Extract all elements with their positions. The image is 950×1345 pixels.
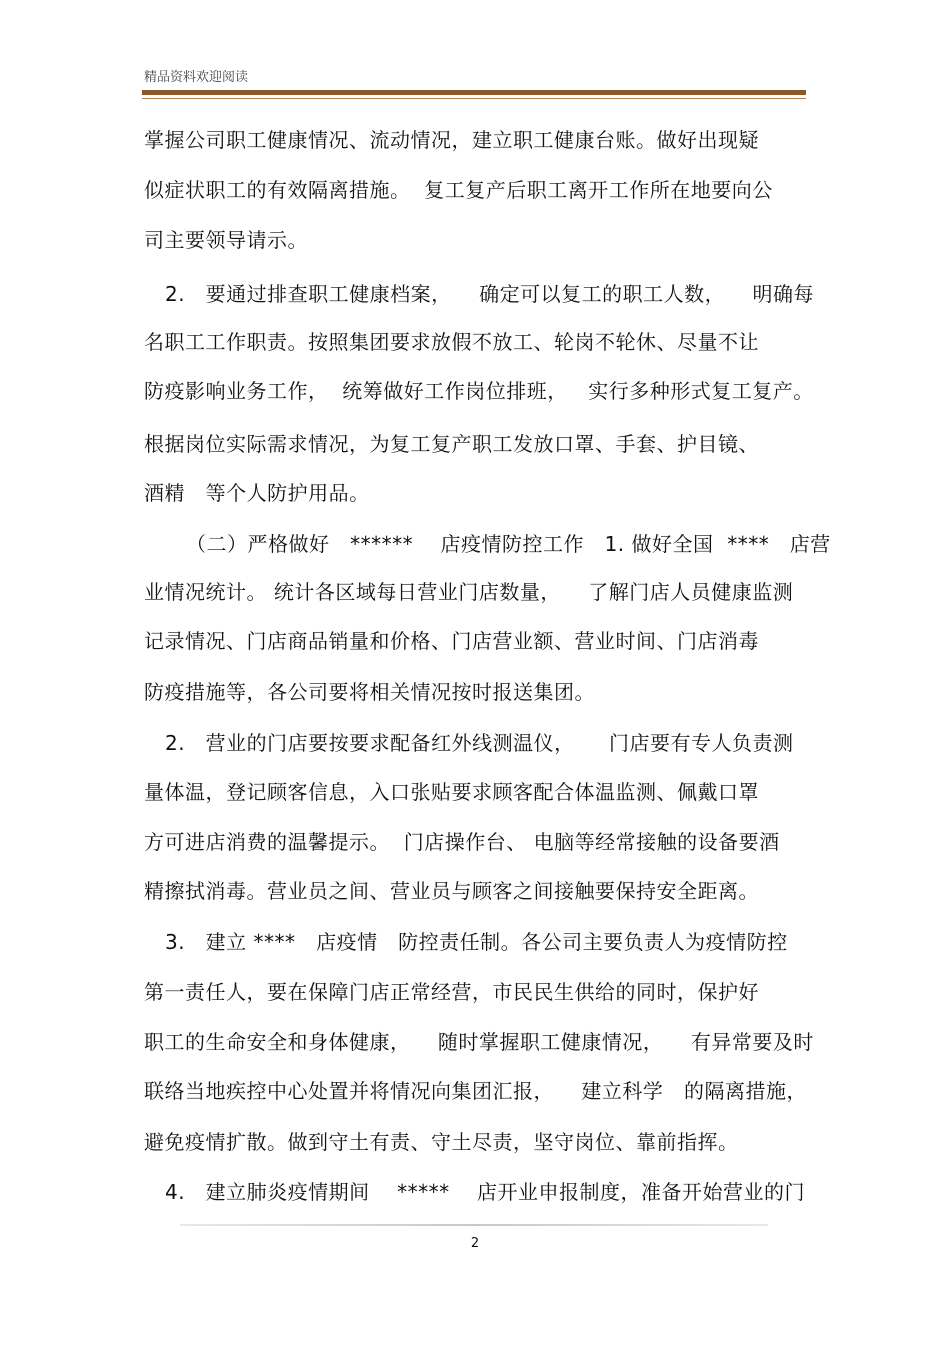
text-line: 似症状职工的有效隔离措施。 复工复产后职工离开工作所在地要向公	[144, 178, 773, 202]
footer-rule	[180, 1224, 768, 1226]
text-line: 根据岗位实际需求情况，为复工复产职工发放口罩、手套、护目镜、	[144, 432, 759, 456]
text-line: 防疫措施等，各公司要将相关情况按时报送集团。	[144, 680, 595, 704]
text-line: 联络当地疾控中心处置并将情况向集团汇报， 建立科学 的隔离措施，	[144, 1079, 808, 1103]
page-header-text: 精品资料欢迎阅读	[144, 70, 249, 85]
text-line: 酒精 等个人防护用品。	[144, 481, 370, 505]
header-rule-thin	[142, 98, 806, 99]
text-line: 司主要领导请示。	[144, 228, 308, 252]
text-line: 第一责任人，要在保障门店正常经营，市民民生供给的同时，保护好	[144, 980, 759, 1004]
text-line: 方可进店消费的温馨提示。 门店操作台、 电脑等经常接触的设备要酒	[144, 830, 780, 854]
text-line: 防疫影响业务工作， 统筹做好工作岗位排班， 实行多种形式复工复产。	[144, 379, 814, 403]
text-line: 掌握公司职工健康情况、流动情况，建立职工健康台账。做好出现疑	[144, 128, 759, 152]
text-line: 精擦拭消毒。营业员之间、营业员与顾客之间接触要保持安全距离。	[144, 879, 759, 903]
text-line: 2. 要通过排查职工健康档案， 确定可以复工的职工人数， 明确每	[165, 282, 815, 306]
text-line: 名职工工作职责。按照集团要求放假不放工、轮岗不轮休、尽量不让	[144, 330, 759, 354]
text-line: 职工的生命安全和身体健康， 随时掌握职工健康情况， 有异常要及时	[144, 1030, 814, 1054]
text-line: 4. 建立肺炎疫情期间 ***** 店开业申报制度，准备开始营业的门	[165, 1180, 806, 1204]
text-line: 避免疫情扩散。做到守土有责、守土尽责，坚守岗位、靠前指挥。	[144, 1130, 739, 1154]
text-line: 记录情况、门店商品销量和价格、门店营业额、营业时间、门店消毒	[144, 629, 759, 653]
text-line: 3. 建立 **** 店疫情 防控责任制。各公司主要负责人为疫情防控	[165, 930, 788, 954]
text-line: 业情况统计。 统计各区域每日营业门店数量， 了解门店人员健康监测	[144, 580, 794, 604]
page-number: 2	[470, 1236, 480, 1251]
text-line: 量体温，登记顾客信息，入口张贴要求顾客配合体温监测、佩戴口罩	[144, 780, 759, 804]
text-line: （二）严格做好 ****** 店疫情防控工作 1. 做好全国 **** 店营	[186, 532, 831, 556]
text-line: 2. 营业的门店要按要求配备红外线测温仪， 门店要有专人负责测	[165, 731, 794, 755]
header-rule-thick	[142, 90, 806, 95]
